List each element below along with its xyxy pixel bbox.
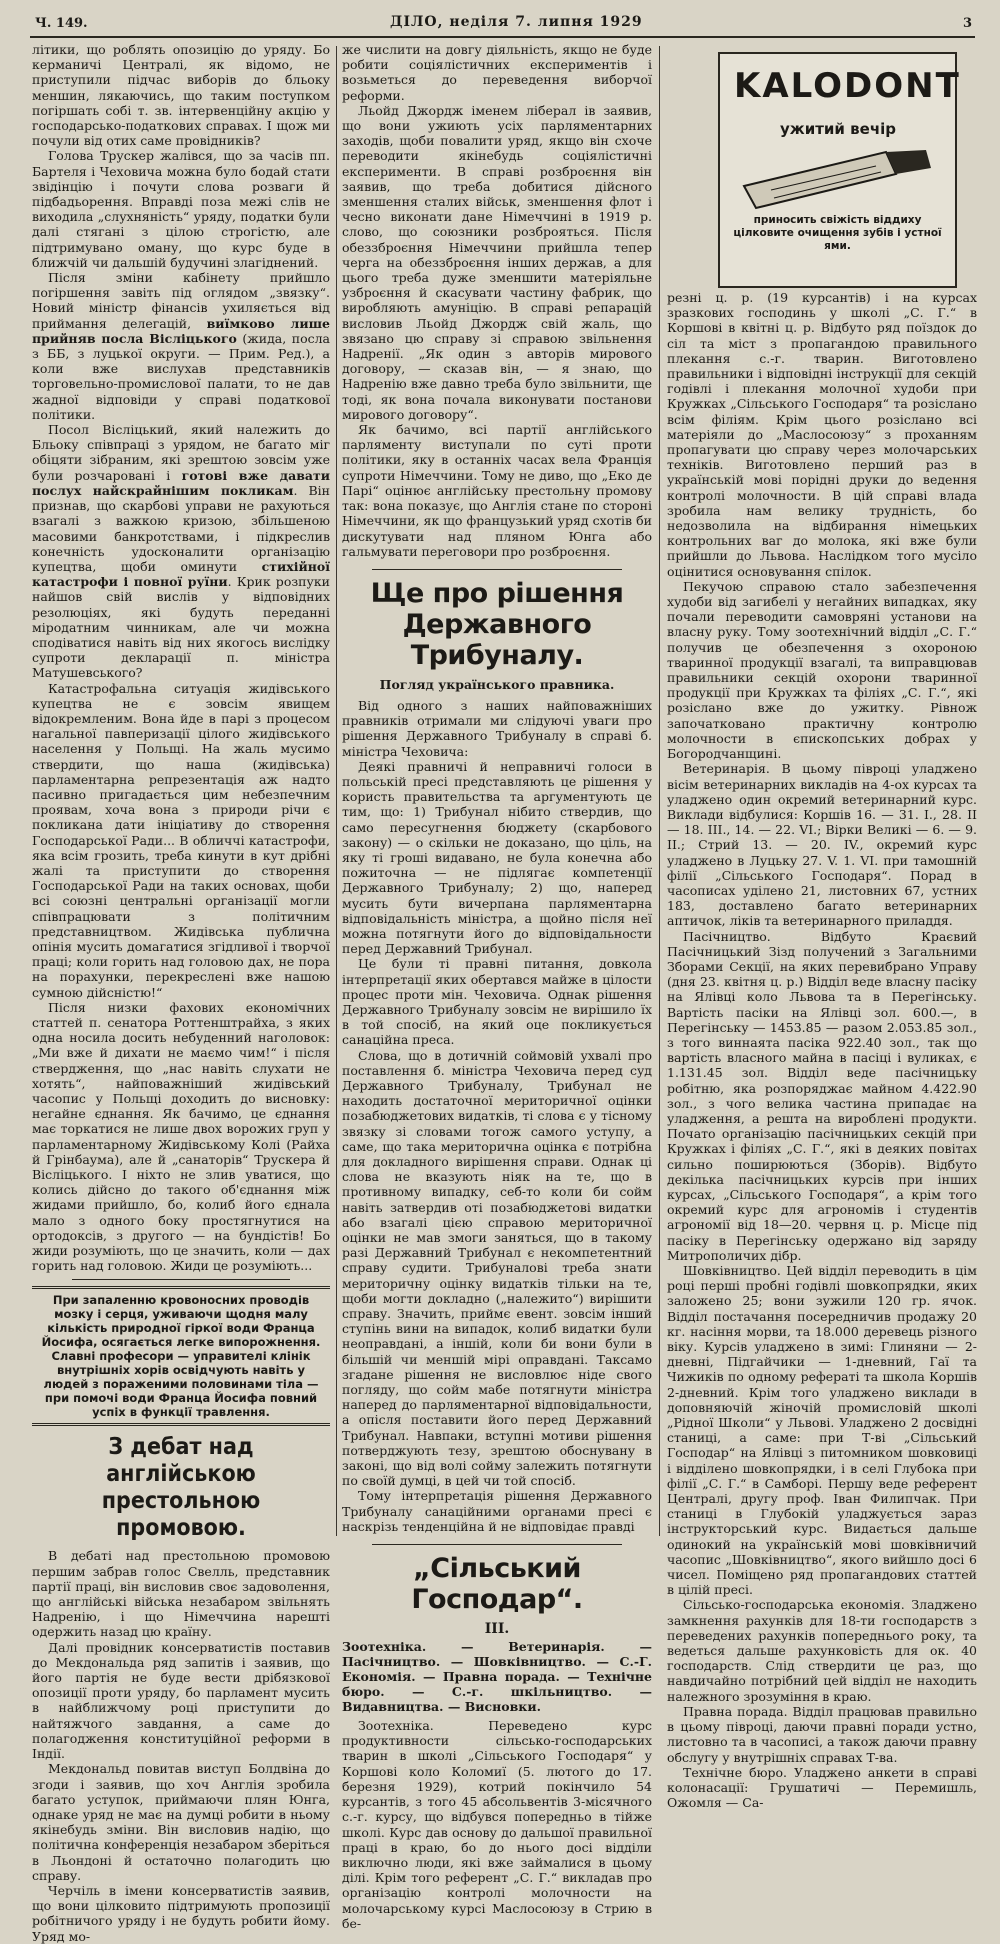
paragraph: Пасічництво. Відбуто Краєвий Пасічницький Зізд получений з Загальними Зборами Секції, на яких перевибрано Управу (дня 23. квітня ц. р.) Відділ веде власну пасіку на Ялівці коло Львова та в Перегінську. Вартість пасіки на Ялівці зол. 600.—, в Перегінську — 1453.85 — разом 2.053.85 зол., з того виннаята пасіка 922.40 зол., так що вартість власного майна в пасіці і вуликах, є 1.131.45 зол. Відділ веде пасічницьку робітню, яка розпоряджає майном 4.422.90 зол., з чого велика частина припадає на уладження, а решта на вироблені продукти. Почато організацію пасічницьких секцій при Кружках і філіях „С. Г.“, які в деяких повітах сильно поширюються (Зборів). Відбуто декілька пасічницьких курсів при інших курсах, „Сільського Господаря“, а крім того окремий курс для агрономів і студентів агрономії від 18—20. червня ц. р. Місце під пасіку в Перегінську одержано від заряду Митрополичих дібр. [667, 928, 977, 1263]
article-headline: Ще про рішення Державного Трибуналу. [370, 577, 624, 671]
paragraph: Правна порада. Відділ працював правильно в цьому півроці, даючи правні поради устно, листовно та в часописі, а також даючи правну обслугу у внутрішніх справах Т-ва. [667, 1703, 977, 1765]
paragraph: Сільсько-господарська економія. Зладжено замкнення рахунків для 18-ти господарств з переведених рахунків попереднього року, та ведеться дальше рахунковість для ок. 40 господарств. Слід ствердити це раз, що навдичайно потрібний цей відділ не находить належного зрозуміння в краю. [667, 1597, 977, 1704]
paragraph: Деякі правничі й неправничі голоси в польській пресі представляють це рішення у користь правительства та аргументують це тим, що: 1) Трибунал нібито ствердив, що само пересугнення бюджету (скарбового закону) — о скільки не доказано, що ціль, на яку ті гроші видавано, не була конечна або пожиточна — не підлягає компетенції Державного Трибуналу; 2) що, наперед мусить бути вичерпана парляментарна відповідальність міністра, а щойно після неї можна потягнути його до відповідальности перед Державний Трибунал. [342, 758, 652, 957]
paragraph: Технічне бюро. Уладжено анкети в справі колонасації: Грушатичі — Перемишль, Ожомля — Са- [667, 1764, 977, 1811]
ad-text: приносить свіжість віддиху цілковите очищення зубів і устної ями. [733, 214, 942, 252]
toothpaste-tube-icon [736, 146, 941, 210]
paragraph: Мекдональд повитав виступ Болдвіна до згоди і заявив, що хоч Англія зробила багато уступок, приймаючи плян Юнга, однаке уряд не має на думці робити в ньому якінебудь зміни. Він висловив надію, що політична конференція незабаром зберіться в Льондоні й остаточно полагодить цю справу. [32, 1761, 330, 1883]
ad-slogan: ужитий вечір [780, 120, 896, 138]
kalodont-ad [718, 52, 961, 288]
paragraph: резні ц. р. (19 курсантів) і на курсах зразкових господинь у школі „С. Г.“ в Коршові в квітні ц. р. Відбуто ряд поїздок до сіл та міст з пропагандою правильного плекання с.-г. тварин. Виготовлено правильники і відповідні інструкції для секцій годівлі і плекання молочної худоби при Кружках „Сільського Господаря“ та розіслано всім філіям. Крім цього розіслано всі матеріяли до „Маслосоюзу“ з проханням пропагувати цю справу через молочарських техніків. Виготовлено перший раз в українській мові порідні друки до ведення контролі молочности. В цій справі влада зробила нам велику трудність, бо недозволила на відбирання німецьких контрольних ваг до молока, які вже були прийшли до Львова. Наслідком того мусіло оцінитися основування спілок. [667, 290, 977, 579]
divider [72, 1279, 290, 1280]
paragraph: Далі провідник консерватистів поставив до Мекдональда ряд запитів і заявив, що його партія не буде вести дрібязкової опозиції проти уряду, бо парламент мусить в найближчому році приступити до найтяжчого завдання, а саме до полагодження конституційної реформи в Індії. [32, 1639, 330, 1762]
column-rule-1 [336, 46, 337, 1536]
divider [372, 569, 622, 570]
paragraph: же числити на довгу діяльність, якщо не буде робити соціялістичних експериментів і возьметься до переведення виборчої реформи. [342, 42, 652, 103]
column-3 [667, 290, 977, 1811]
paragraph: Ветеринарія. В цьому півроці уладжено вісім ветеринарних викладів на 4-ох курсах та уладжено один окремий ветеринарний курс. Виклади відбулися: Коршів 16. — 31. І., 28. ІІ — 18. ІІІ., 14. — 22. VI.; Вірки Великі — 6. — 9. ІІ.; Стрий 13. — 20. ІV., окремий курс уладжено в Луцьку 27. V. 1. VI. при тамошній філії „Сільського Господаря“. Порад в часописах уділено 21, листовних 67, устних 183, доставлено багато ветеринарних аптичок, ліків та ветеринарного приладдя. [667, 761, 977, 929]
section-number: III. [484, 1621, 510, 1638]
paragraph: Після низки фахових економічних статтей п. сенатора Роттенштрайха, з яких одна носила досить небуденний наголовок: „Ми вже й дихати не маємо чим!“ і після ствердження, що „нас навіть слухати не хотять“, найповажніший жидівський часопис у Польщі доходить до висновку: негайне єднання. Як бачимо, це єднання має торкатися не лише двох ворожих груп у парламентарному Жидівському Колі (Райха й Грінбаума), але й „санаторів“ Трускера й Вісліцького. І ніхто не злив уватися, що колись дійсно до такого об'єднання між жидами прийшло, бо, колиб його єднала мало з одного боку простягнутися на ортодоксів, з другого — на бундістів! Бо жиди розуміють, що це значить, коли — дах горить над головою. Жиди це розуміють... [32, 999, 330, 1274]
article-headline: „Сільський Господар“. [411, 1553, 583, 1616]
paragraph: В дебаті над престольною промовою першим забрав голос Свелль, представник партії праці, він висловив своє задоволення, що англійські війська незабаром звільнять Надренію, і що Німеччина нарешті одержить назад цю країну. [32, 1548, 330, 1640]
article-subtitle: Погляд українського правника. [379, 676, 615, 692]
paragraph: Катастрофальна ситуація жидівського купецтва не є зовсім явищем відокремленим. Вона йде в парі з процесом нагальної павперизації цілого жидівського населення у Польщі. На жаль мусимо ствердити, що наша (жидівська) парламентарна репрезентація аж надто пасивно пригадається цим небезпечним проявам, хоча вона з природи річи є покликана дати ініціативу до створення Господарської Ради... В обличчі катастрофи, яка всім грозить, треба кинути в кут дрібні жалі та приступити до створення Господарської Ради на таких основах, щоби всі союзні центральні організації могли співпрацювати з політичним представництвом. Жидівська публична опінія мусить домагатися згідливої і творчої праці; коли горить над головою дах, не пора на порахунки, перекреслені вже нашою сумною дійсністю!“ [32, 680, 330, 1000]
ad-text: При запаленню кровоносних проводів мозку і серця, уживаючи щодня малу кількість природної гіркої води Франца Йосифа, осягається легке випорожнення. Славні професори — управителі клінік внутрішніх хорів освідчують навіть у людей з пораженими половинами тіла — при помочі води Франца Йосифа повний успіх в функції травлення. [41, 1293, 321, 1420]
paragraph: Від одного з наших найповажніших правників отримали ми слідуючі уваги про рішення Державного Трибуналу в справі б. міністра Чеховича: [342, 697, 652, 759]
franz-josef-water-ad [32, 1286, 330, 1426]
paragraph: Зоотехніка. Переведено курс продуктивности сільсько-господарських тварин в школі „Сільського Господаря“ у Коршові коло Коломиї (5. лютого до 17. березня 1929), котрий покінчило 54 курсантів, з того 45 абсольвентів 3-місячного с.-г. курсу, що відбувся попередньо в тійже школі. Курс дав основу до дальшої правильної праці в краю, бо до нього досі відділи виключно люди, які вже займалися в цьому ділі. Крім того референт „С. Г.“ викладав про організацію контролі молочности на молочарському курсі Маслосоюзу в Стрию в бе- [342, 1718, 652, 1931]
issue-number: Ч. 149. [35, 16, 88, 31]
column-rule-2 [659, 46, 660, 1536]
article-headline: З дебат над англійською престольною промовою. [101, 1434, 261, 1542]
paragraph: літики, що роблять опозицію до уряду. Бо керманичі Централі, як відомо, не приступили підчас виборів до бльоку меншин, лякаючись, що таким поступком погіршать собі т. зв. інтервенційну акцію у господарсько-податкових справах. І щож ми почули від отих саме провідників? [32, 42, 330, 149]
column-1 [32, 42, 330, 1944]
masthead [30, 12, 975, 38]
page-number: 3 [962, 16, 972, 31]
paragraph: Пекучою справою стало забезпечення худоби від загибелі у негайних випадках, яку почали переводити самовряні установи на власну руку. Тому зоотехнічний відділ „С. Г.“ получив це обезпечення з охороною тваринної продукції взагалі, та виправцював правильники секцій охорони тваринної продукції при Кружках та філіях „С. Г.“, які розіслано вже до ужитку. Рівнож започатковано практичну контролю молочности в єпископських добрах у Богородчанщині. [667, 578, 977, 762]
paragraph: Черчіль в імени консерватистів заявив, що вони цілковито підтримують пропозиції робітничого уряду і не будуть робити йому. Уряд мо- [32, 1882, 330, 1944]
paragraph: Посол Вісліцький, який належить до Бльоку співпраці з урядом, не багато міг обіцяти зібраним, які зрештою зовсім уже були розчаровані і готові вже давати послух найскрайнішим покликам. Він признав, що скарбові управи не рахуються взагалі з важкою кризою, збільшеною масовими банкротствами, і підкреслив конечність удосконалити організацію купецтва, щоби оминути стихійної катастрофи і повної руїни. Крик розпуки найшов свій вислів у відповідних резолюціях, які будуть переданні міродатним чинникам, але чи можна сподіватися навіть від них якогось вислідку супроти декларації п. міністра Матушевського? [32, 422, 330, 681]
kalodont-logo: KALODONT [734, 66, 961, 106]
paragraph: Голова Трускер жалівся, що за часів пп. Бартеля і Чеховича можна було бодай стати звідінцію і почути слова розваги й підбадьорення. Вправді поза межі слів не виходила „слухняність“ уряду, податки були далі стягані з цілою строгістю, але підтримувано оману, що курс буде в ближчій чи дальшій будучині злагіднений. [32, 148, 330, 270]
paragraph: Льойд Джордж іменем ліберал ів заявив, що вони ужиють усіх парляментарних заходів, щоби повалити уряд, якщо він схоче переводити якінебудь соціялістичні експерименти. В справі розброєння він заявив, що треба добитися дійсного зменшення сталих військ, зменшення флот і чесно виконати дане Німеччині в 1919 р. слово, що союзники розброяться. Після обеззброєння Німеччини прийшла тепер черга на обеззброєння інших держав, а для цього треба дуже зменшити матеріяльне узброєння й скасувати частину фабрик, що виробляють амуніцію. В справі репарацій висловив Льойд Джордж свій жаль, що звязано цю справу зі справою звільнення Надренії. „Як один з авторів мирового договору, — сказав він, — я знаю, що Надренію вже давно треба було звільнити, ще тоді, як вона почала виконувати постанови мирового договору“. [342, 102, 652, 422]
paragraph: Після зміни кабінету прийшло погіршення завіть під оглядом „звязку“. Новий міністр фінансів ухиляється від приймання делегацій, виїмково лише прийняв посла Вісліцького (жида, посла з ББ, з луцької округи. — Прим. Ред.), а коли вже вислухав представників торговельно-промислової палати, то не дав жадної відповіди у справі податкової політики. [32, 270, 330, 422]
paragraph: Це були ті правні питання, довкола інтерпретації яких обертався майже в цілости процес проти мін. Чеховича. Однак рішення Державного Трибуналу зовсім не вирішило їх в той спосіб, на який оце покликується санаційна преса. [342, 956, 652, 1048]
paragraph: Слова, що в дотичній соймовій ухвалі про поставлення б. міністра Чеховича перед суд Державного Трибуналу, Трибунал не находить достаточної мериторичної оцінки позабюджетових видатків, ті слова є у тісному звязку зі словами тогож самого уступу, а саме, що така мериторична оцінка є потрібна для докладного вирішення справи. Однак ці слова не вказують ніяк на те, що в противному випадку, себ-то коли би сойм навіть затвердив оті позабюджетові видатки або взагалі цією справою мериторичної оцінки не мав змоги заняться, що в такому разі Державний Трибунал є некомпетентний справу судити. Трибуналові треба знати мериторичну оцінку видатків тільки на те, щоби могти докладно („належито“) вирішити справу. Значить, приймє евент. зовсім інший ступінь вини на випадок, колиб видатки були неоправдані, а іншій, коли би вони були в більшій чи меншій мірі оправдані. Таксамо згадане рішення не висловлює ніде свого погляду, що сойм мабе потягнути міністра наперед до парляментарної відповідальности, а опісля поставити його перед Державний Трибунал. Навпаки, вступні мотиви рішення потверджують тезу, зрештою обоснувану в законі, що від волі сойму залежить потягнути по своїй думці, в цей чи той спосіб. [342, 1047, 652, 1489]
column-2 [342, 42, 652, 1931]
section-contents: Зоотехніка. — Ветеринарія. — Пасічництво. — Шовківництво. — С.-Г. Економія. — Правна порада. — Технічне бюро. — С.-г. шкільництво. — Видавництва. — Висновки. [342, 1639, 652, 1715]
paragraph: Як бачимо, всі партії англійського парляменту виступали по суті проти політики, яку в останніх часах вела Франція супроти Німеччини. Тому не диво, що „Еко де Парі“ оцінює англійську престольну промову так: вона показує, що Англія стане по стороні Німеччини, як що французький уряд схотів би дискутувати над пляном Юнга або гальмувати переговори про розброєння. [342, 422, 652, 559]
paragraph: Шовківництво. Цей відділ переводить в цім році перші пробні годівлі шовкопрядки, яких заложено 25; вони зужили 120 гр. ячок. Відділ постачання посередничив продажу 20 кг. насіння морви, та 18.000 деревець різного віку. Курсів уладжено в зимі: Глиняни — 2-дневні, Підгайчики — 1-дневний, Гаї та Чижиків по одному рефераті та школа Коршів 2-дневний. Крім того уладжено виклади в доповняючій жіночій промисловій школі „Рідної Школи“ у Львові. Уладжено 2 досвідні станиці, а саме: при Т-ві „Сільський Господар“ на Ялівці з питомником шовковиці і відділено шовкопрядки, і в селі Глубока при філії „С. Г.“ в Самборі. Першу веде референт Централі, другу проф. Іван Филипчак. При станиці в Глубокій уладжується зараз інструкторський курс. Видається дальше одинокий на українській мові шовківничий часопис „Шовківництво“, якого вийшло досі 6 чисел. Поміщено ряд пропагандових статтей в цілій пресі. [667, 1263, 977, 1598]
masthead-title: ДІЛО, неділя 7. липня 1929 [390, 14, 643, 30]
paragraph: Тому інтерпретація рішення Державного Трибуналу санаційними органами пресі є наскрізь тенденційна й не відповідає правді [342, 1488, 652, 1534]
divider [372, 1544, 622, 1545]
